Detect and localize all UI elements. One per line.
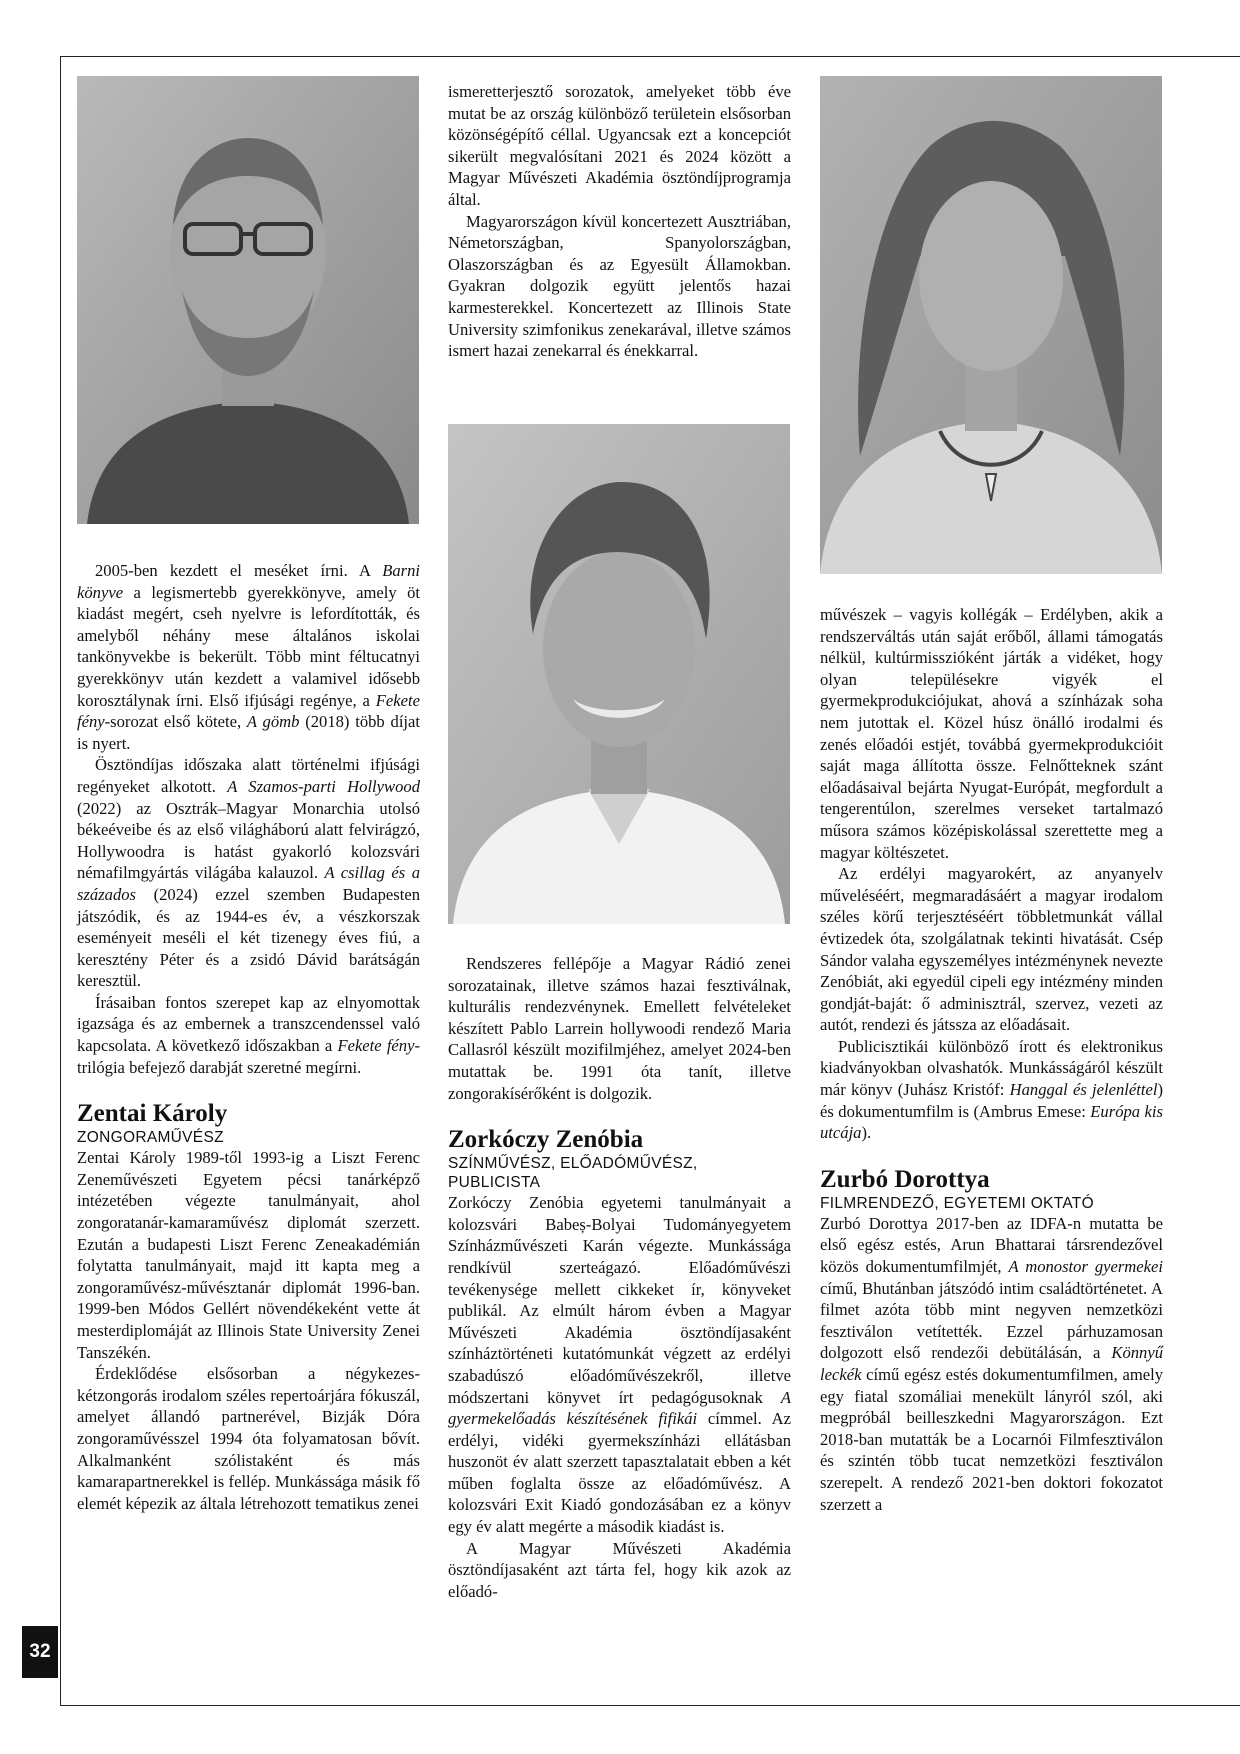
italic-title: Barni könyve bbox=[77, 561, 420, 602]
text-run: A Magyar Művészeti Akadémia ösztöndíjasaként azt tárta fel, hogy kik azok az előadó- bbox=[448, 1538, 791, 1601]
paragraph bbox=[820, 1213, 1163, 1515]
paragraph bbox=[448, 81, 791, 211]
text-run: ismeretterjesztő sorozatok, amelyeket több éve mutat be az ország különböző területein elsősorban közönségépítő céllal. Ugyancsak ezt a koncepciót sikerült megvalósítani 2021 és 2024 között a Magyar Művészeti Akadémia ösztöndíjprogramja által. bbox=[448, 82, 791, 209]
text-run: -sorozat első kötete, bbox=[104, 712, 247, 732]
italic-title: A gyermekelőadás készítésének fifikái bbox=[448, 1387, 791, 1429]
paragraph bbox=[448, 953, 791, 1104]
artist-name: Zorkóczy Zenóbia bbox=[448, 1126, 644, 1154]
italic-title: A Szamos-parti Hollywood bbox=[227, 776, 420, 796]
text-run: című, Bhutánban játszódó intim családtörténetet. A filmet azóta több mint negyven nemzetközi fesztiválon vetítették. Ezzel párhuzamosan dolgozott első rendezői debütálásán, a bbox=[820, 1278, 1163, 1363]
artist-name: Zurbó Dorottya bbox=[820, 1165, 990, 1193]
text-run: 2005-ben kezdett el meséket írni. A bbox=[95, 561, 383, 580]
text-run: Ösztöndíjas időszaka alatt történelmi ifjúsági regényeket alkotott. bbox=[77, 755, 420, 796]
text-run: (2018) több díjat is nyert. bbox=[77, 712, 421, 753]
text-run: Zentai Károly 1989-től 1993-ig a Liszt Ferenc Zeneművészeti Egyetem pécsi tanárképző intézetében végezte tanulmányait, ahol zongoratanár-kamaraművész diplomát szerzett. Ezután a budapesti Liszt Ferenc Zeneakadémián folytatta tanulmányait, majd itt kapta meg a zongoraművész-művésztanár diplomát 1996-ban. 1999-ben Módos Gellért növendékeként vette át mesterdiplomáját az Illinois State University Zenei Tanszékén. bbox=[77, 1148, 420, 1362]
text-run: Magyarországon kívül koncertezett Ausztriában, Németországban, Spanyolországban, Olaszországban és az Egyesült Államokban. Gyakran dolgozik együtt jelentős hazai karmesterekkel. Koncertezett az Illinois State University szimfonikus zenekarával, illetve számos ismert hazai zenekarral és énekkarral. bbox=[448, 211, 791, 361]
text-run: a legismertebb gyerekkönyve, amely öt kiadást megért, cseh nyelvre is lefordították, és amelyből néhány mese általános iskolai tankönyvekbe is bekerült. Több mint féltucatnyi gyerekkönyv után kezdett a valamivel idősebb korosztálynak írni. Első ifjúsági regénye, a bbox=[77, 582, 420, 710]
text-run: -trilógia befejező darabját szeretné megírni. bbox=[77, 1036, 420, 1077]
paragraph bbox=[448, 1192, 791, 1538]
column-2 bbox=[448, 81, 791, 362]
text-run: Az erdélyi magyarokért, az anyanyelv műveléséért, megmaradásáért a magyar irodalom széles körű terjesztéséért többletmunkát vállal évtizedek óta, szolgálatnak tekinti hivatását. Csép Sándor valaha egyszemélyes intézménynek nevezte Zenóbiát, aki egyedül cipeli egy intézmény minden gondját-baját: ő adminisztrál, szervez, vezeti az autót, rendezi és játssza az előadásait. bbox=[820, 864, 1163, 1035]
artist-text-continued bbox=[820, 604, 1163, 1144]
italic-title: Fekete fény bbox=[337, 1036, 415, 1056]
paragraph bbox=[77, 992, 420, 1078]
paragraph bbox=[77, 1147, 420, 1363]
text-run: (2024) ezzel szemben Budapesten játszódik, és az 1944-es év, a vészkorszak eseményeit meséli el két tizenegy éves fiú, a keresztény Péter és a zsidó Dávid barátságán keresztül. bbox=[77, 884, 420, 991]
italic-title: Hanggal és jelenléttel bbox=[1009, 1080, 1158, 1100]
italic-title: Könnyű leckék bbox=[820, 1343, 1163, 1384]
paragraph bbox=[77, 754, 420, 992]
italic-title: Európa kis utcája bbox=[820, 1101, 1163, 1143]
paragraph bbox=[448, 211, 791, 362]
paragraph bbox=[820, 604, 1163, 863]
text-run: című egész estés dokumentumfilmen, amely egy fiatal szomáliai menekült lányról szól, aki megpróbál beilleszkedni Magyarországon. Ezt 2018-ban mutatták be a Locarnói Filmfesztiválon és szintén több tucat nemzetközi fesztiválon szerepelt. A rendező 2021-ben doktori fokozatot szerzett a bbox=[820, 1365, 1163, 1514]
text-run: Rendszeres fellépője a Magyar Rádió zenei sorozatainak, illetve számos hazai fesztiválnak, kulturális rendezvénynek. Emellett felvételeket készített Pablo Larrein hollywoodi rendező Maria Callasról készült mozifilmjéhez, amelyet 2024-ben mutattak be. 1991 óta tanít, illetve zongorakísérőként is dolgozik. bbox=[448, 954, 791, 1103]
artist-text-continued bbox=[448, 953, 791, 1104]
artist-bio bbox=[448, 1192, 791, 1602]
artist-name: Zentai Károly bbox=[77, 1100, 228, 1128]
text-run: címmel. Az erdélyi, vidéki gyermekszínházi ellátásban huszonöt év alatt szerzett tapasztalatait ebben a két műben foglalta össze az előadóművész. A kolozsvári Exit Kiadó gondozásában ez a könyv egy év alatt megérte a második kiadást is. bbox=[448, 1409, 791, 1537]
text-run: ) és dokumentumfilm is (Ambrus Emese: bbox=[820, 1080, 1163, 1121]
italic-title: A gömb bbox=[246, 712, 300, 732]
portrait-photo-zorkoczy-zenobia bbox=[820, 76, 1162, 574]
text-run: Zurbó Dorottya 2017-ben az IDFA-n mutatta be első egész estés, Arun Bhattarai társrendezővel közös dokumentumfilmjét, bbox=[820, 1213, 1163, 1277]
paragraph bbox=[77, 1363, 420, 1514]
text-run: ). bbox=[861, 1123, 872, 1143]
text-run: Írásaiban fontos szerepet kap az elnyomottak igazsága és az embernek a transzcendenssel való kapcsolata. A következő időszakban a bbox=[77, 992, 420, 1056]
paragraph bbox=[820, 1036, 1163, 1144]
artist-role: ZONGORAMŰVÉSZ bbox=[77, 1129, 224, 1147]
artist-bio bbox=[77, 1147, 420, 1514]
text-run: Publicisztikái különböző írott és elektronikus kiadványokban olvashatók. Munkásságáról készült már könyv (Juhász Kristóf: bbox=[820, 1036, 1163, 1100]
paragraph bbox=[820, 863, 1163, 1036]
italic-title: A csillag és a százados bbox=[77, 863, 420, 904]
portrait-man-glasses-icon bbox=[77, 76, 419, 524]
paragraph bbox=[448, 1538, 791, 1603]
paragraph bbox=[77, 560, 420, 754]
artist-role: SZÍNMŰVÉSZ, ELŐADÓMŰVÉSZ, PUBLICISTA bbox=[448, 1155, 698, 1192]
continued-text bbox=[448, 81, 791, 362]
column-1 bbox=[77, 560, 420, 1514]
column-3 bbox=[820, 604, 1163, 1515]
page-number: 32 bbox=[22, 1626, 58, 1678]
text-run: művészek – vagyis kollégák – Erdélyben, akik a rendszerváltás után saját erőből, állami támogatás nélkül, kultúrmisszióként járták a vidéket, hogy olyan településekre vigyék el gyermekprodukciójukat, ahová a színházak soha nem jutottak el. Közel húsz önálló irodalmi és zenés előadói estjét, továbbá gyermekprodukcióit saját maga állította össze. Felnőtteknek szánt előadásaival bejárta Nyugat-Európát, megfordult a tengerentúlon, szerelmes verseket tartalmazó műsora számos középiskolással szerettette meg a magyar költészetet. bbox=[820, 605, 1163, 862]
artist-role: FILMRENDEZŐ, EGYETEMI OKTATÓ bbox=[820, 1194, 1094, 1212]
portrait-photo-zorkoczy bbox=[448, 424, 790, 924]
portrait-woman-necklace-icon bbox=[820, 76, 1162, 574]
italic-title: Fekete fény bbox=[77, 690, 420, 732]
intro-text bbox=[77, 560, 420, 1078]
italic-title: A monostor gyermekei bbox=[1008, 1257, 1163, 1277]
text-run: Zorkóczy Zenóbia egyetemi tanulmányait a kolozsvári Babeș-Bolyai Tudományegyetem Színházművészeti Karán végezte. Munkássága rendkívül szerteágazó. Előadóművészi tevékenysége mellett cikkeket ír, könyveket publikál. Az elmúlt három évben a Magyar Művészeti Akadémia ösztöndíjasaként színháztörténeti kutatómunkát végzett az erdélyi szabadúszó előadóművészekről, illetve módszertani könyvet írt pedagógusoknak bbox=[448, 1193, 791, 1407]
portrait-photo-zentai bbox=[77, 76, 419, 524]
portrait-man-curly-hair-icon bbox=[448, 424, 790, 924]
column-2-lower bbox=[448, 953, 791, 1602]
text-run: (2022) az Osztrák–Magyar Monarchia utolsó békeéveibe és az első világháború alatt felvirágzó, Hollywoodra is hatást gyakorló kolozsvári némafilmgyártás világába kalauzol. bbox=[77, 798, 420, 883]
text-run: Érdeklődése elsősorban a négykezes-kétzongorás irodalom széles repertoárjára fókuszál, amelyet állandó partnerével, Bizják Dóra zongoraművésszel 1994 óta folyamatosan bővít. Alkalmanként szólistaként és más kamarapartnerekkel is fellép. Munkássága másik fő elemét képezik az általa létrehozott tematikus zenei bbox=[77, 1364, 420, 1513]
artist-bio bbox=[820, 1213, 1163, 1515]
